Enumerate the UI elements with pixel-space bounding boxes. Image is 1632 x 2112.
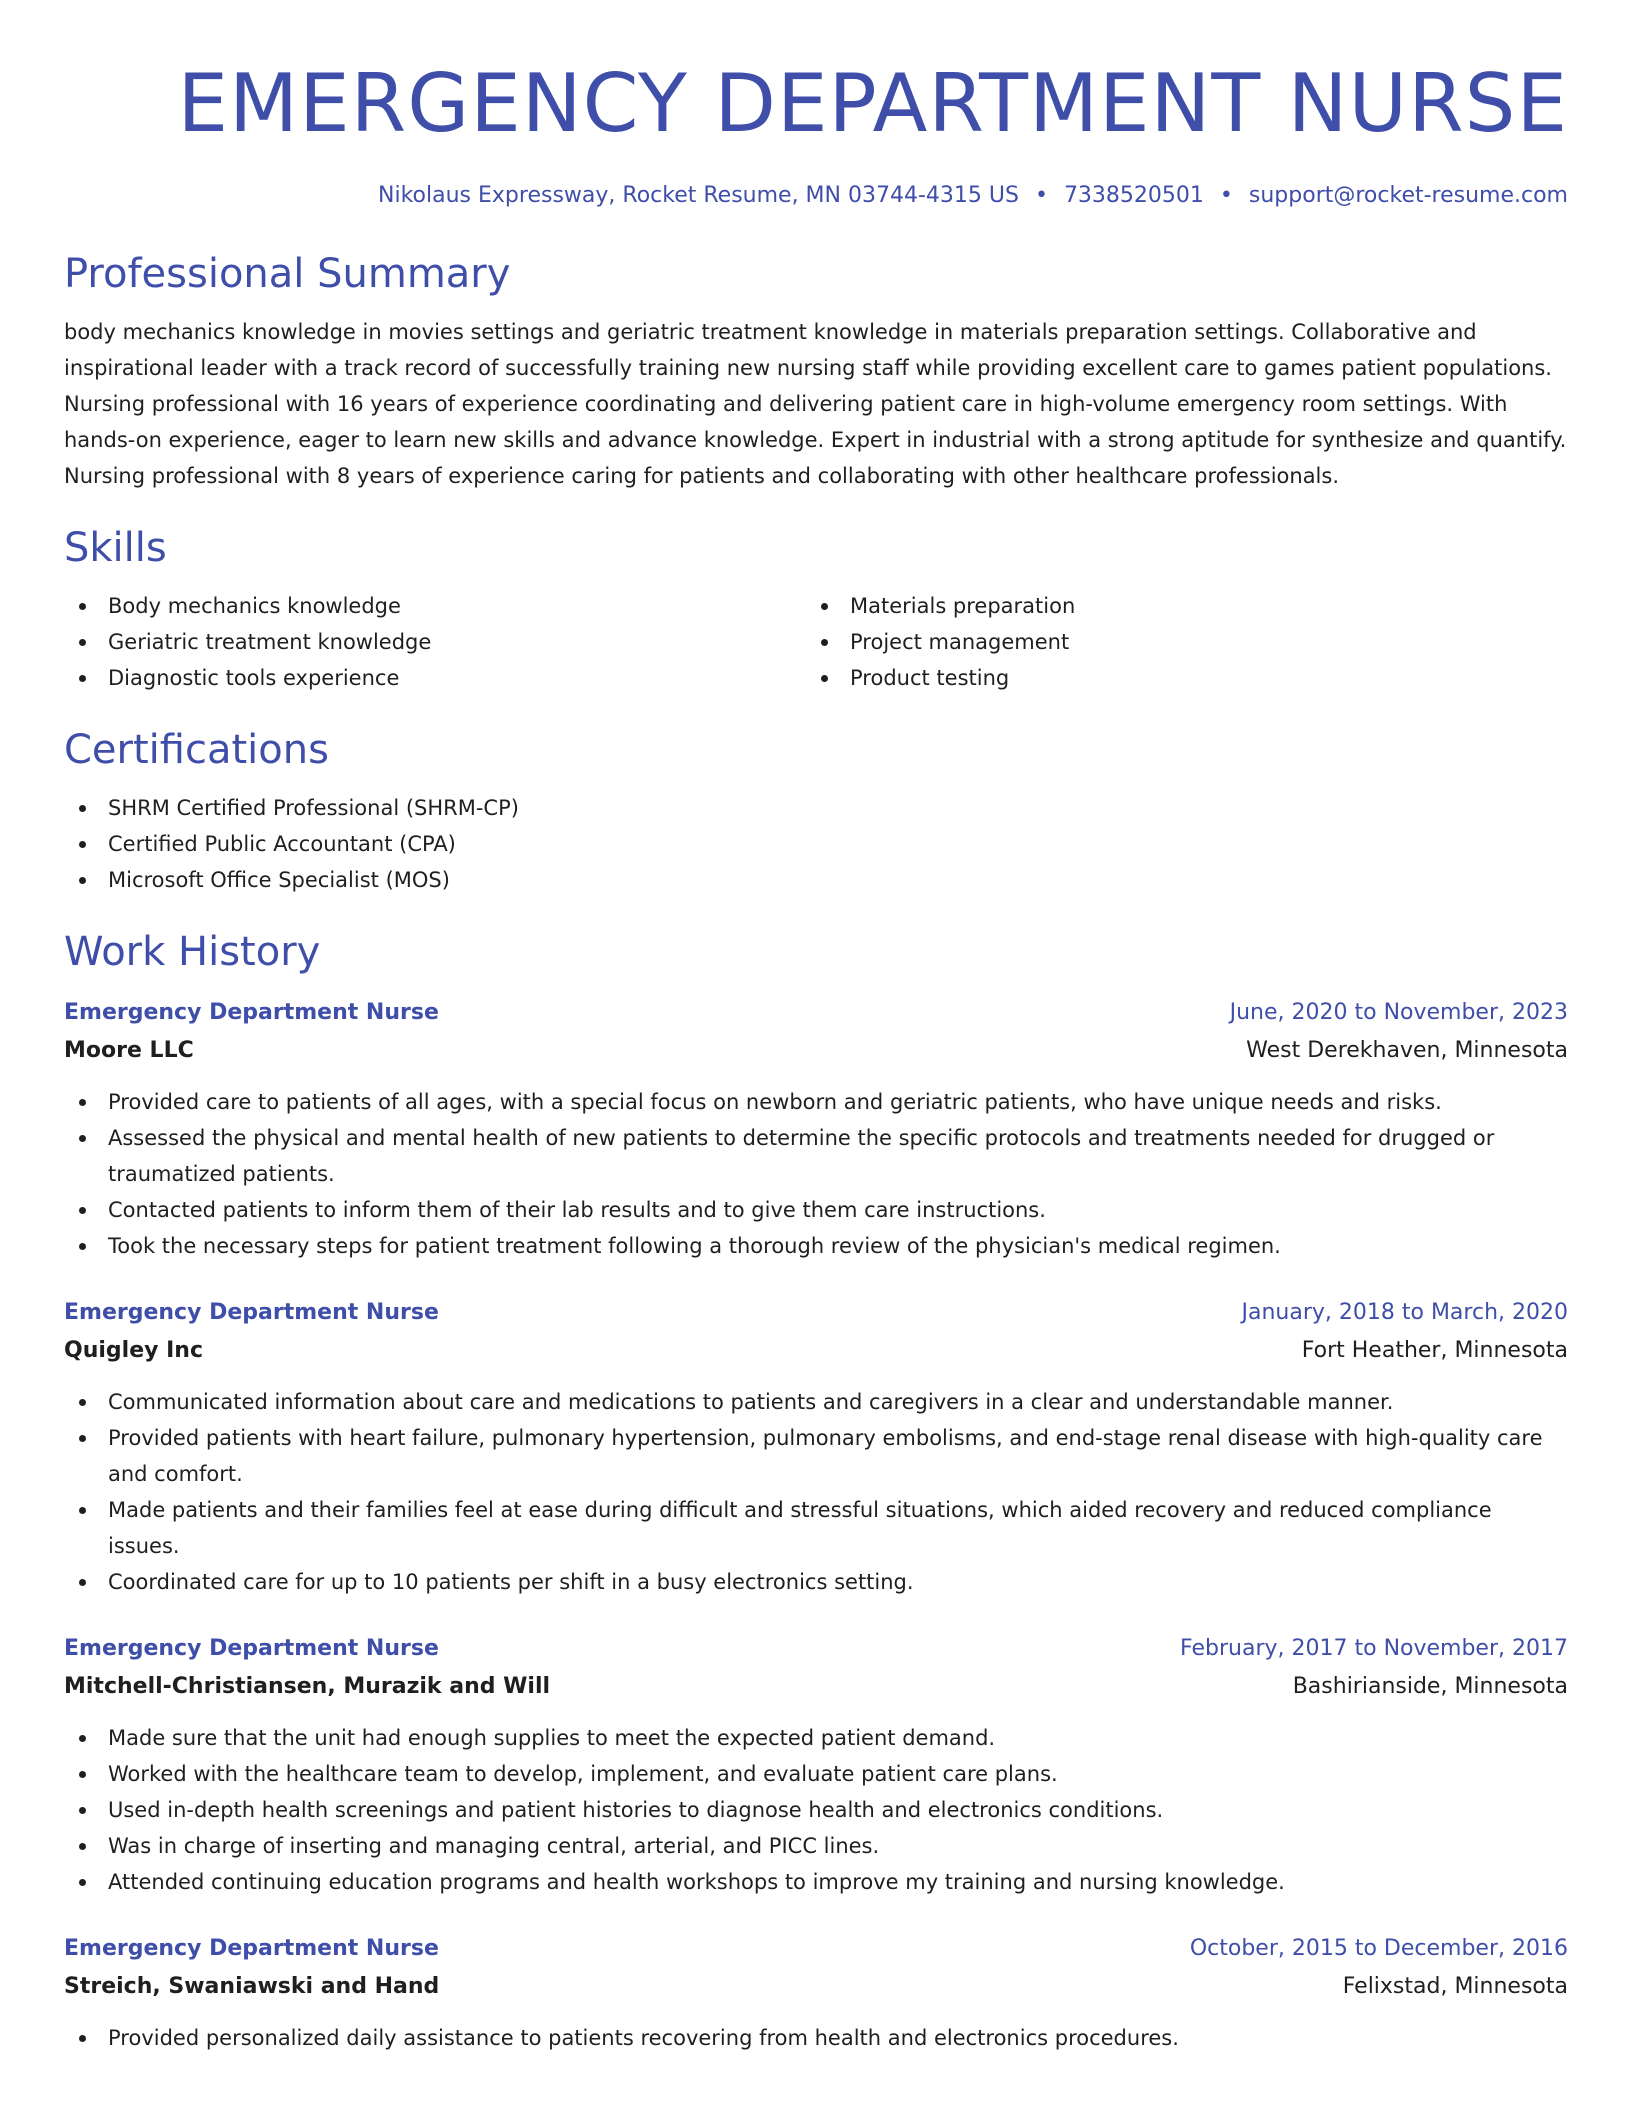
- skills-column-left: [64, 588, 806, 696]
- job-entry: [64, 1294, 1568, 1600]
- job-company: Quigley Inc: [64, 1338, 204, 1363]
- skills-grid: [64, 588, 1568, 696]
- job-company: Mitchell-Christiansen, Murazik and Will: [64, 1674, 551, 1699]
- contact-address: Nikolaus Expressway, Rocket Resume, MN 03744-4315 US: [378, 183, 1019, 208]
- job-bullets: [64, 1720, 1568, 1900]
- summary-heading: Professional Summary: [64, 251, 511, 297]
- contact-separator: •: [1219, 183, 1233, 208]
- job-title: Emergency Department Nurse: [64, 1300, 439, 1325]
- job-title: Emergency Department Nurse: [64, 1636, 439, 1661]
- job-company: Moore LLC: [64, 1038, 194, 1063]
- job-bullet: Used in-depth health screenings and patient histories to diagnose health and electronics conditions.: [64, 1792, 1568, 1828]
- certifications-list: [64, 790, 1568, 898]
- skill-item: Product testing: [806, 660, 1548, 696]
- summary-text: body mechanics knowledge in movies settings and geriatric treatment knowledge in materials preparation settings. Collaborative and inspirational leader with a track record of successfully training new nursing staff while providing excellent care to games patient populations. Nursing professional with 16 years of experience coordinating and delivering patient care in high-volume emergency room settings. With hands-on experience, eager to learn new skills and advance knowledge. Expert in industrial with a strong aptitude for synthesize and quantify. Nursing professional with 8 years of experience caring for patients and collaborating with other healthcare professionals.: [64, 320, 1567, 488]
- job-bullets: [64, 1384, 1568, 1600]
- resume-title: EMERGENCY DEPARTMENT NURSE: [177, 57, 1568, 150]
- job-company: Streich, Swaniawski and Hand: [64, 1974, 440, 1999]
- job-title: Emergency Department Nurse: [64, 1000, 439, 1025]
- job-company-row: [64, 1332, 1568, 1370]
- skill-item: Diagnostic tools experience: [64, 660, 806, 696]
- job-bullets: [64, 2020, 1568, 2056]
- contact-separator: •: [1034, 183, 1048, 208]
- job-bullet: Coordinated care for up to 10 patients per shift in a busy electronics setting.: [64, 1564, 1568, 1600]
- job-bullet: Assessed the physical and mental health of new patients to determine the specific protocols and treatments needed for drugged or traumatized patients.: [64, 1120, 1568, 1192]
- skill-item: Body mechanics knowledge: [64, 588, 806, 624]
- job-header-row: [64, 1630, 1568, 1668]
- job-bullets: [64, 1084, 1568, 1264]
- skill-item: Project management: [806, 624, 1548, 660]
- job-header-row: [64, 1930, 1568, 1968]
- job-location: Fort Heather, Minnesota: [1301, 1338, 1568, 1363]
- job-entry: [64, 994, 1568, 1264]
- job-company-row: [64, 1668, 1568, 1706]
- job-bullet: Contacted patients to inform them of their lab results and to give them care instructions.: [64, 1192, 1568, 1228]
- job-entry: [64, 1930, 1568, 2056]
- contact-phone: 7338520501: [1063, 183, 1204, 208]
- job-location: West Derekhaven, Minnesota: [1246, 1038, 1568, 1063]
- job-entry: [64, 1630, 1568, 1900]
- job-title: Emergency Department Nurse: [64, 1936, 439, 1961]
- job-dates: June, 2020 to November, 2023: [1229, 1000, 1568, 1025]
- skill-item: Geriatric treatment knowledge: [64, 624, 806, 660]
- job-bullet: Made patients and their families feel at ease during difficult and stressful situations, which aided recovery and reduced compliance issues.: [64, 1492, 1568, 1564]
- resume-page: [64, 0, 1568, 2056]
- job-bullet: Provided patients with heart failure, pulmonary hypertension, pulmonary embolisms, and end-stage renal disease with high-quality care and comfort.: [64, 1420, 1568, 1492]
- certification-item: Microsoft Office Specialist (MOS): [64, 862, 1568, 898]
- job-bullet: Communicated information about care and medications to patients and caregivers in a clear and understandable manner.: [64, 1384, 1568, 1420]
- job-bullet: Provided care to patients of all ages, with a special focus on newborn and geriatric patients, who have unique needs and risks.: [64, 1084, 1568, 1120]
- job-bullet: Was in charge of inserting and managing central, arterial, and PICC lines.: [64, 1828, 1568, 1864]
- job-bullet: Worked with the healthcare team to develop, implement, and evaluate patient care plans.: [64, 1756, 1568, 1792]
- contact-email[interactable]: support@rocket-resume.com: [1248, 183, 1568, 208]
- skill-item: Materials preparation: [806, 588, 1548, 624]
- job-header-row: [64, 1294, 1568, 1332]
- work-history-heading: Work History: [64, 929, 321, 975]
- job-location: Felixstad, Minnesota: [1342, 1974, 1568, 1999]
- job-dates: January, 2018 to March, 2020: [1241, 1300, 1568, 1325]
- contact-line: [64, 180, 1568, 212]
- job-bullet: Provided personalized daily assistance to patients recovering from health and electronics procedures.: [64, 2020, 1568, 2056]
- certification-item: Certified Public Accountant (CPA): [64, 826, 1568, 862]
- job-dates: October, 2015 to December, 2016: [1189, 1936, 1568, 1961]
- job-header-row: [64, 994, 1568, 1032]
- job-dates: February, 2017 to November, 2017: [1180, 1636, 1568, 1661]
- certifications-heading: Certifications: [64, 727, 329, 773]
- job-bullet: Attended continuing education programs and health workshops to improve my training and nursing knowledge.: [64, 1864, 1568, 1900]
- job-bullet: Took the necessary steps for patient treatment following a thorough review of the physician's medical regimen.: [64, 1228, 1568, 1264]
- skills-column-right: [806, 588, 1548, 696]
- skills-heading: Skills: [64, 525, 167, 571]
- certification-item: SHRM Certified Professional (SHRM-CP): [64, 790, 1568, 826]
- job-location: Bashirianside, Minnesota: [1292, 1674, 1568, 1699]
- job-company-row: [64, 1032, 1568, 1070]
- job-company-row: [64, 1968, 1568, 2006]
- job-bullet: Made sure that the unit had enough supplies to meet the expected patient demand.: [64, 1720, 1568, 1756]
